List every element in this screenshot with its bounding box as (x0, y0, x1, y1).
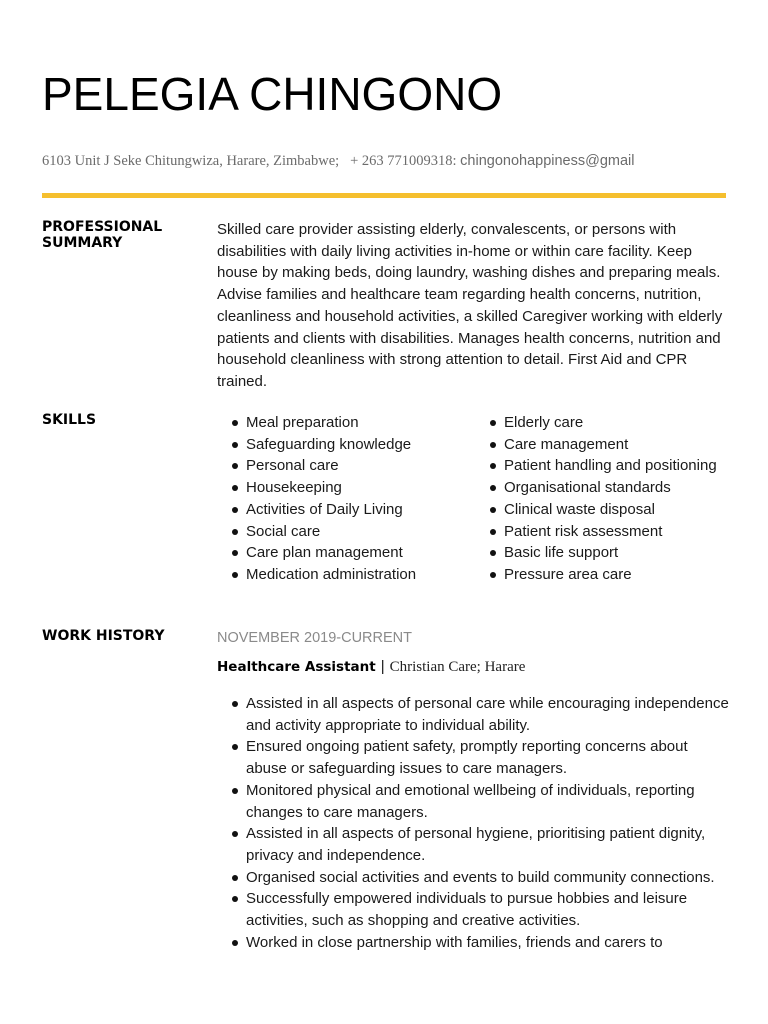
skill-item: Medication administration (231, 564, 489, 586)
duty-item: Monitored physical and emotional wellbeing of individuals, reporting changes to care managers. (231, 780, 729, 823)
skill-item: Housekeeping (231, 477, 489, 499)
email: chingonohappiness@gmail (460, 153, 635, 169)
job-title: Healthcare Assistant (217, 659, 376, 675)
job-duties-list (217, 693, 729, 953)
skill-item: Clinical waste disposal (489, 499, 729, 521)
skill-item: Social care (231, 521, 489, 543)
duty-item: Ensured ongoing patient safety, promptly reporting concerns about abuse or safeguarding issues to care managers. (231, 736, 729, 779)
skills-heading: SKILLS (42, 412, 97, 428)
skill-item: Pressure area care (489, 564, 729, 586)
skill-item: Care plan management (231, 542, 489, 564)
skill-item: Basic life support (489, 542, 729, 564)
skills-list-left (217, 412, 489, 586)
duty-item: Assisted in all aspects of personal hygiene, prioritising patient dignity, privacy and independence. (231, 823, 729, 866)
address: 6103 Unit J Seke Chitungwiza, Harare, Zimbabwe; (42, 153, 340, 169)
skills-columns (217, 412, 729, 586)
skill-item: Elderly care (489, 412, 729, 434)
duty-item: Organised social activities and events to build community connections. (231, 867, 729, 889)
job-separator: | (380, 658, 385, 675)
skill-item: Personal care (231, 455, 489, 477)
skill-item: Care management (489, 434, 729, 456)
skill-item: Organisational standards (489, 477, 729, 499)
work-heading: WORK HISTORY (42, 628, 165, 644)
job-title-line (217, 657, 729, 677)
summary-body (217, 219, 729, 393)
candidate-name: PELEGIA CHINGONO (42, 68, 503, 120)
work-body (217, 628, 729, 953)
skills-body (217, 412, 729, 586)
job-company: Christian Care; Harare (389, 659, 526, 675)
skill-item: Patient risk assessment (489, 521, 729, 543)
duty-item: Worked in close partnership with families, friends and carers to (231, 932, 729, 954)
duty-item: Assisted in all aspects of personal care while encouraging independence and activity appropriate to individual ability. (231, 693, 729, 736)
duty-item: Successfully empowered individuals to pursue hobbies and leisure activities, such as shopping and creative activities. (231, 888, 729, 931)
phone: + 263 771009318: (350, 153, 457, 169)
header-divider (42, 193, 726, 198)
contact-line (42, 153, 732, 170)
summary-heading: PROFESSIONAL SUMMARY (42, 219, 163, 251)
skill-item: Patient handling and positioning (489, 455, 729, 477)
skill-item: Activities of Daily Living (231, 499, 489, 521)
skill-item: Safeguarding knowledge (231, 434, 489, 456)
skills-list-right (489, 412, 729, 586)
skill-item: Meal preparation (231, 412, 489, 434)
job-date: NOVEMBER 2019-CURRENT (217, 630, 412, 646)
summary-text: Skilled care provider assisting elderly, convalescents, or persons with disabilities with daily living activities in-home or within care facility. Keep house by making beds, doing laundry, washing dishes and preparing meals. Advise families and healthcare team regarding health concerns, nutrition, cleanliness and household activities, a skilled Caregiver working with elderly patients and clients with disabilities. Manages health concerns, nutrition and household cleanliness with strong attention to detail. First Aid and CPR trained. (217, 221, 723, 390)
